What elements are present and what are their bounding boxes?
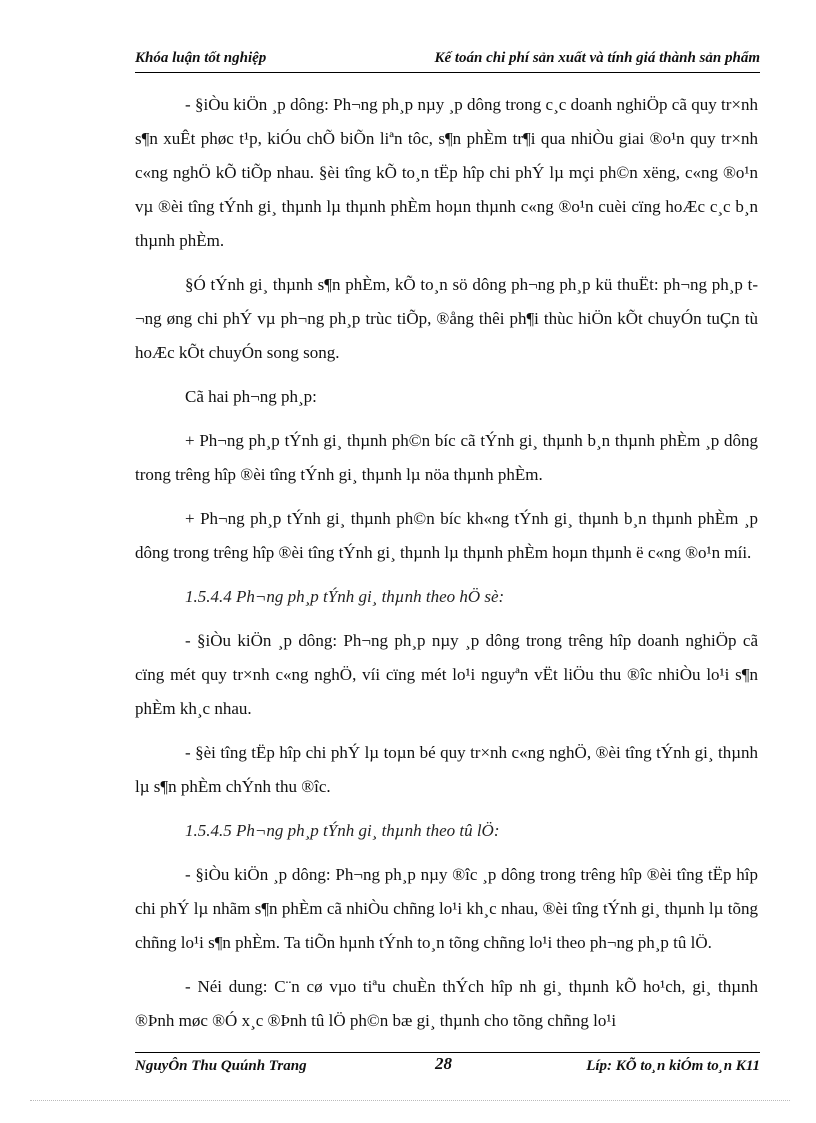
header-thesis-title: Kế toán chi phí sản xuất và tính giá thành sản phẩm xyxy=(434,50,760,66)
paragraph-two-methods: Cã hai ph¬ng ph¸p: xyxy=(185,387,317,406)
paragraph-coefficient-object: - §èi tîng tËp hîp chi phÝ lµ toµn bé quy tr×nh c«ng nghÖ, ®èi tîng tÝnh gi¸ thµnh lµ s¶n phÈm chÝnh thu ®îc. xyxy=(135,743,758,796)
paragraph-ratio-conditions: - §iÒu kiÖn ¸p dông: Ph¬ng ph¸p nµy ®îc ¸p dông trong trêng hîp ®èi tîng tËp hîp chi phÝ lµ nhãm s¶n phÈm cã nhiÒu chñng lo¹i kh¸c nhau, ®èi tîng tÝnh gi¸ thµnh lµ tõng chñng lo¹i s¶n phÈm. Ta tiÕn hµnh tÝnh to¸n tõng chñng lo¹i theo ph¬ng ph¸p tû lÖ. xyxy=(135,865,758,952)
paragraph-method-b: + Ph¬ng ph¸p tÝnh gi¸ thµnh ph©n bíc kh«ng tÝnh gi¸ thµnh b¸n thµnh phÈm ¸p dông trong trêng hîp ®èi tîng tÝnh gi¸ thµnh lµ thµnh phÈm hoµn thµnh ë c«ng ®o¹n míi. xyxy=(135,509,758,562)
header-thesis-label: Khóa luận tốt nghiệp xyxy=(135,50,267,66)
page-footer xyxy=(135,1054,760,1080)
paragraph-conditions: - §iÒu kiÖn ¸p dông: Ph¬ng ph¸p nµy ¸p dông trong c¸c doanh nghiÖp cã quy tr×nh s¶n xuÊt phøc t¹p, kiÓu chÕ biÕn liªn tôc, s¶n phÈm tr¶i qua nhiÒu giai ®o¹n quy tr×nh c«ng nghÖ kÕ tiÕp nhau. §èi tîng kÕ to¸n tËp hîp chi phÝ lµ mçi ph©n xëng, c«ng ®o¹n vµ ®èi tîng tÝnh gi¸ thµnh lµ thµnh phÈm hoµn thµnh c«ng ®o¹n cuèi cïng hoÆc c¸c b¸n thµnh phÈm. xyxy=(135,95,758,250)
section-heading-ratio: 1.5.4.5 Ph¬ng ph¸p tÝnh gi¸ thµnh theo tû lÖ: xyxy=(185,821,500,840)
page-header xyxy=(135,48,760,72)
paragraph-ratio-content: - Néi dung: C¨n cø vµo tiªu chuÈn thÝch hîp nh gi¸ thµnh kÕ ho¹ch, gi¸ thµnh ®Þnh møc ®Ó x¸c ®Þnh tû lÖ ph©n bæ gi¸ thµnh cho tõng chñng lo¹i xyxy=(135,977,758,1030)
footer-class: Líp: KÕ to¸n kiÓm to¸n K11 xyxy=(586,1058,760,1074)
footer-rule xyxy=(135,1052,760,1053)
page-number: 28 xyxy=(435,1054,452,1073)
paragraph-method: §Ó tÝnh gi¸ thµnh s¶n phÈm, kÕ to¸n sö dông ph¬ng ph¸p kü thuËt: ph¬ng ph¸p t¬ng øng chi phÝ vµ ph¬ng ph¸p trùc tiÕp, ®ång thêi ph¶i thùc hiÖn kÕt chuyÓn tuÇn tù hoÆc kÕt chuyÓn song song. xyxy=(135,275,758,362)
footer-author: NguyÔn Thu Quúnh Trang xyxy=(135,1058,307,1074)
paragraph-coefficient-conditions: - §iÒu kiÖn ¸p dông: Ph¬ng ph¸p nµy ¸p dông trong trêng hîp doanh nghiÖp cã cïng mét quy tr×nh c«ng nghÖ, víi cïng mét lo¹i nguyªn vËt liÖu thu ®îc nhiÒu lo¹i s¶n phÈm kh¸c nhau. xyxy=(135,631,758,718)
page-edge-dotted-line xyxy=(30,1100,790,1101)
paragraph-method-a: + Ph¬ng ph¸p tÝnh gi¸ thµnh ph©n bíc cã tÝnh gi¸ thµnh b¸n thµnh phÈm ¸p dông trong trêng hîp ®èi tîng tÝnh gi¸ thµnh lµ nöa thµnh phÈm. xyxy=(135,431,758,484)
header-rule xyxy=(135,72,760,73)
page-body xyxy=(135,88,758,1048)
section-heading-coefficient: 1.5.4.4 Ph¬ng ph¸p tÝnh gi¸ thµnh theo hÖ sè: xyxy=(185,587,505,606)
